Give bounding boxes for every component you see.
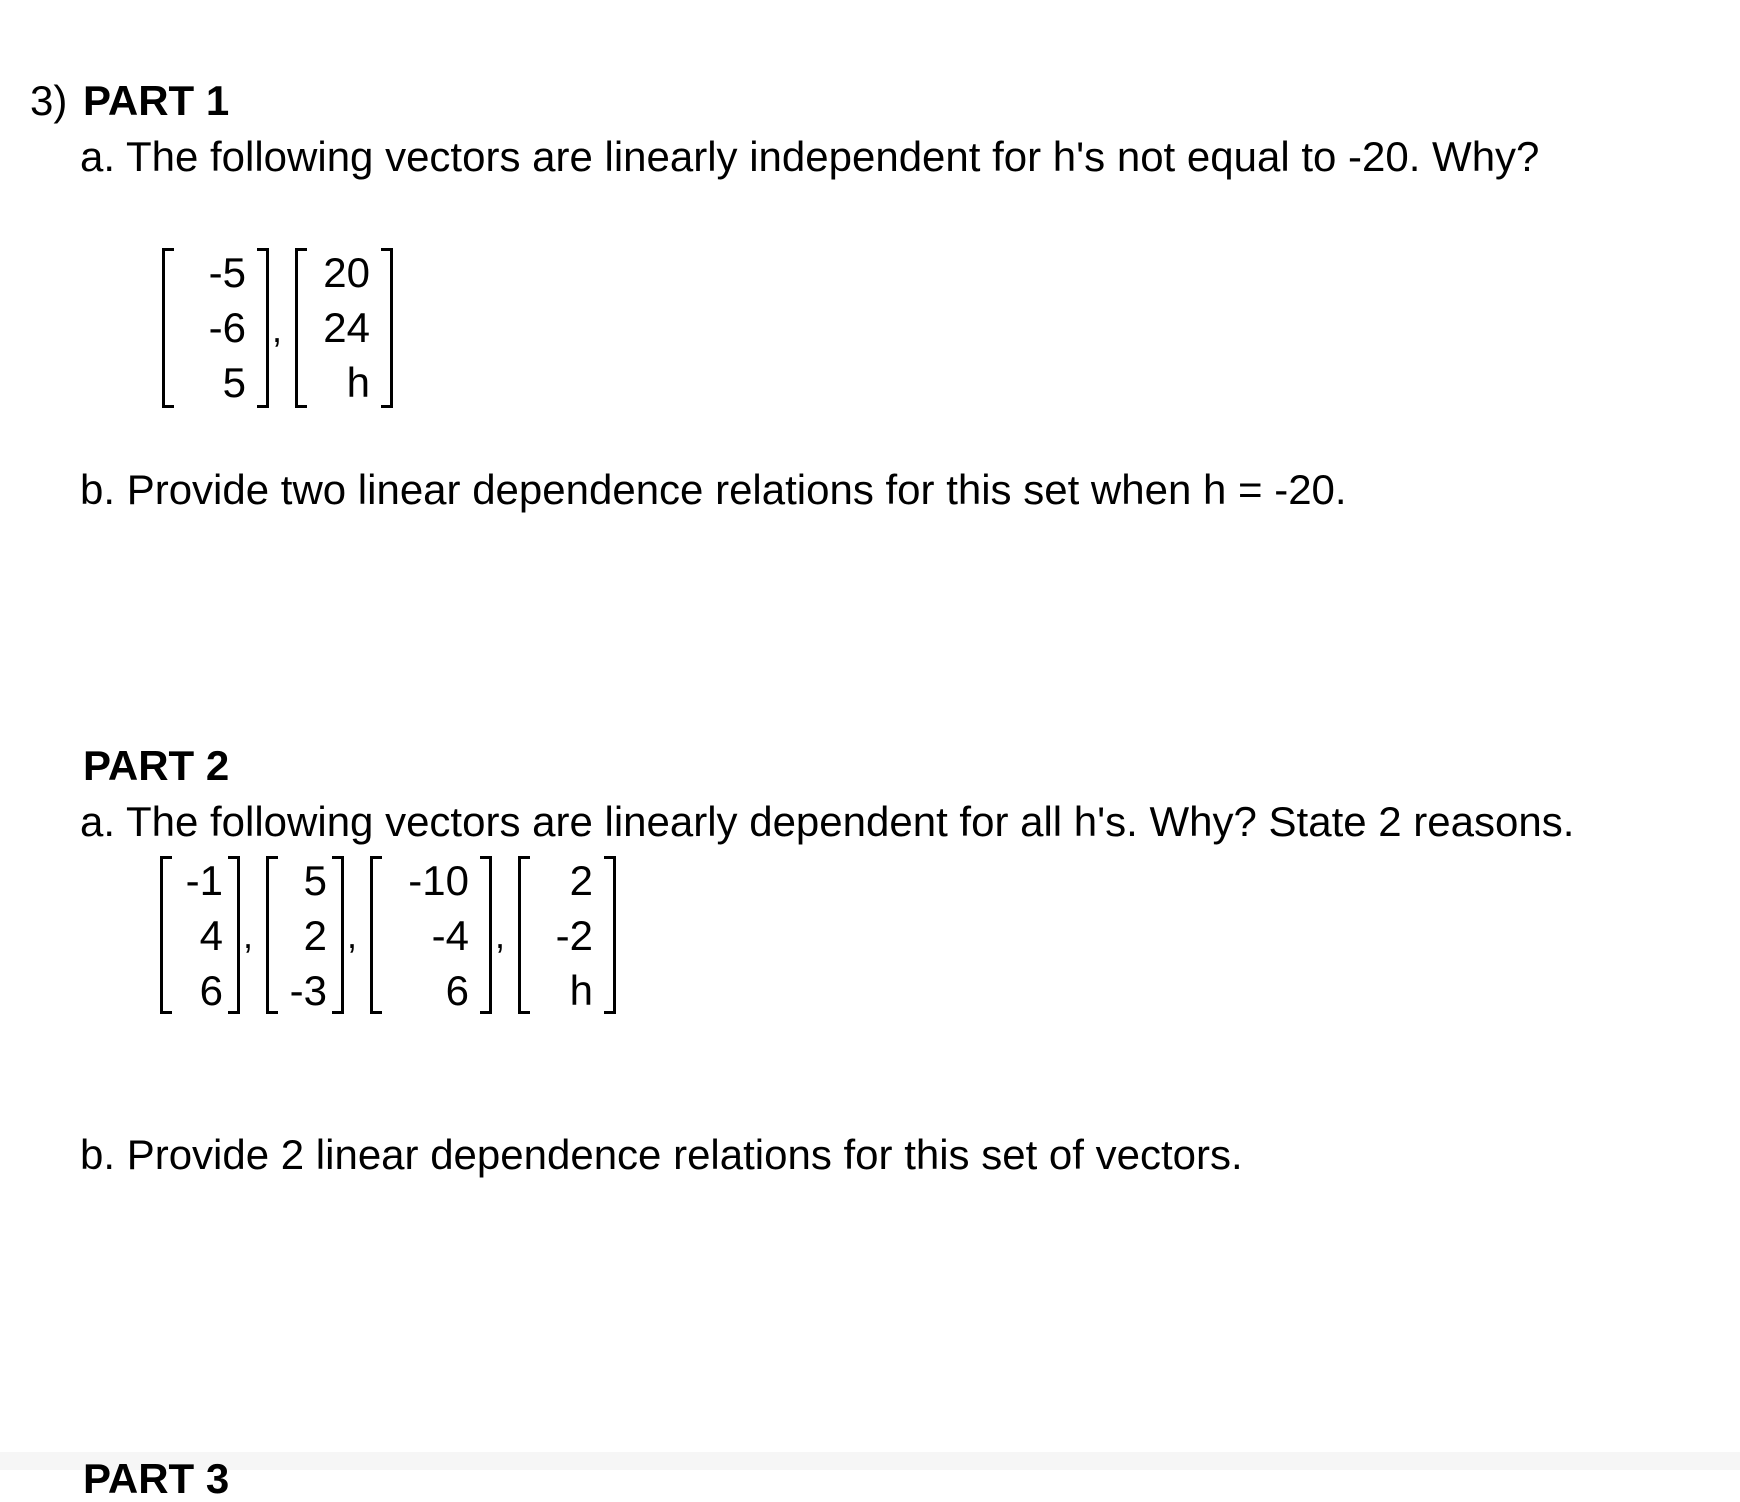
vector-entry: -1 bbox=[185, 857, 223, 904]
part2-heading: PART 2 bbox=[83, 742, 230, 789]
part1-question-a: a. The following vectors are linearly independent for h's not equal to -20. Why? bbox=[80, 133, 1540, 180]
vector-separator: , bbox=[272, 309, 283, 350]
part2-vector-3 bbox=[370, 856, 492, 1014]
vector-entry: -10 bbox=[408, 857, 469, 904]
vector-entry: -6 bbox=[208, 304, 246, 351]
part1-heading: PART 1 bbox=[83, 77, 230, 124]
vector-entry: -2 bbox=[555, 912, 593, 959]
vector-entry: -3 bbox=[289, 967, 327, 1014]
part3-heading: PART 3 bbox=[83, 1455, 230, 1502]
part2-vector-4 bbox=[518, 856, 616, 1014]
vector-entry: 4 bbox=[199, 912, 223, 959]
vector-entry: 5 bbox=[303, 857, 327, 904]
vector-entry: h bbox=[569, 967, 593, 1014]
vector-entry: 2 bbox=[303, 912, 327, 959]
vector-entry: 6 bbox=[445, 967, 469, 1014]
vector-entry: 5 bbox=[222, 359, 246, 406]
part1-vector-2 bbox=[295, 248, 393, 408]
vector-entry: -4 bbox=[431, 912, 469, 959]
vector-entry: 20 bbox=[323, 249, 370, 296]
vector-separator: , bbox=[347, 915, 358, 956]
vector-entry: 6 bbox=[199, 967, 223, 1014]
part1-question-b: b. Provide two linear dependence relations for this set when h = -20. bbox=[80, 466, 1347, 513]
vector-separator: , bbox=[243, 915, 254, 956]
part2-vector-1 bbox=[160, 856, 240, 1014]
part1-vector-1 bbox=[162, 248, 269, 408]
part2-question-b: b. Provide 2 linear dependence relations for this set of vectors. bbox=[80, 1131, 1243, 1178]
vector-entry: 24 bbox=[323, 304, 370, 351]
vector-entry: 2 bbox=[569, 857, 593, 904]
part2-vector-2 bbox=[266, 856, 344, 1014]
vector-entry: h bbox=[346, 359, 370, 406]
question-number: 3) bbox=[30, 77, 68, 124]
part2-question-a: a. The following vectors are linearly dependent for all h's. Why? State 2 reasons. bbox=[80, 798, 1575, 845]
page-bottom-edge bbox=[0, 1452, 1740, 1470]
vector-entry: -5 bbox=[208, 249, 246, 296]
part3-heading-clipped bbox=[83, 1455, 233, 1502]
vector-separator: , bbox=[495, 915, 506, 956]
